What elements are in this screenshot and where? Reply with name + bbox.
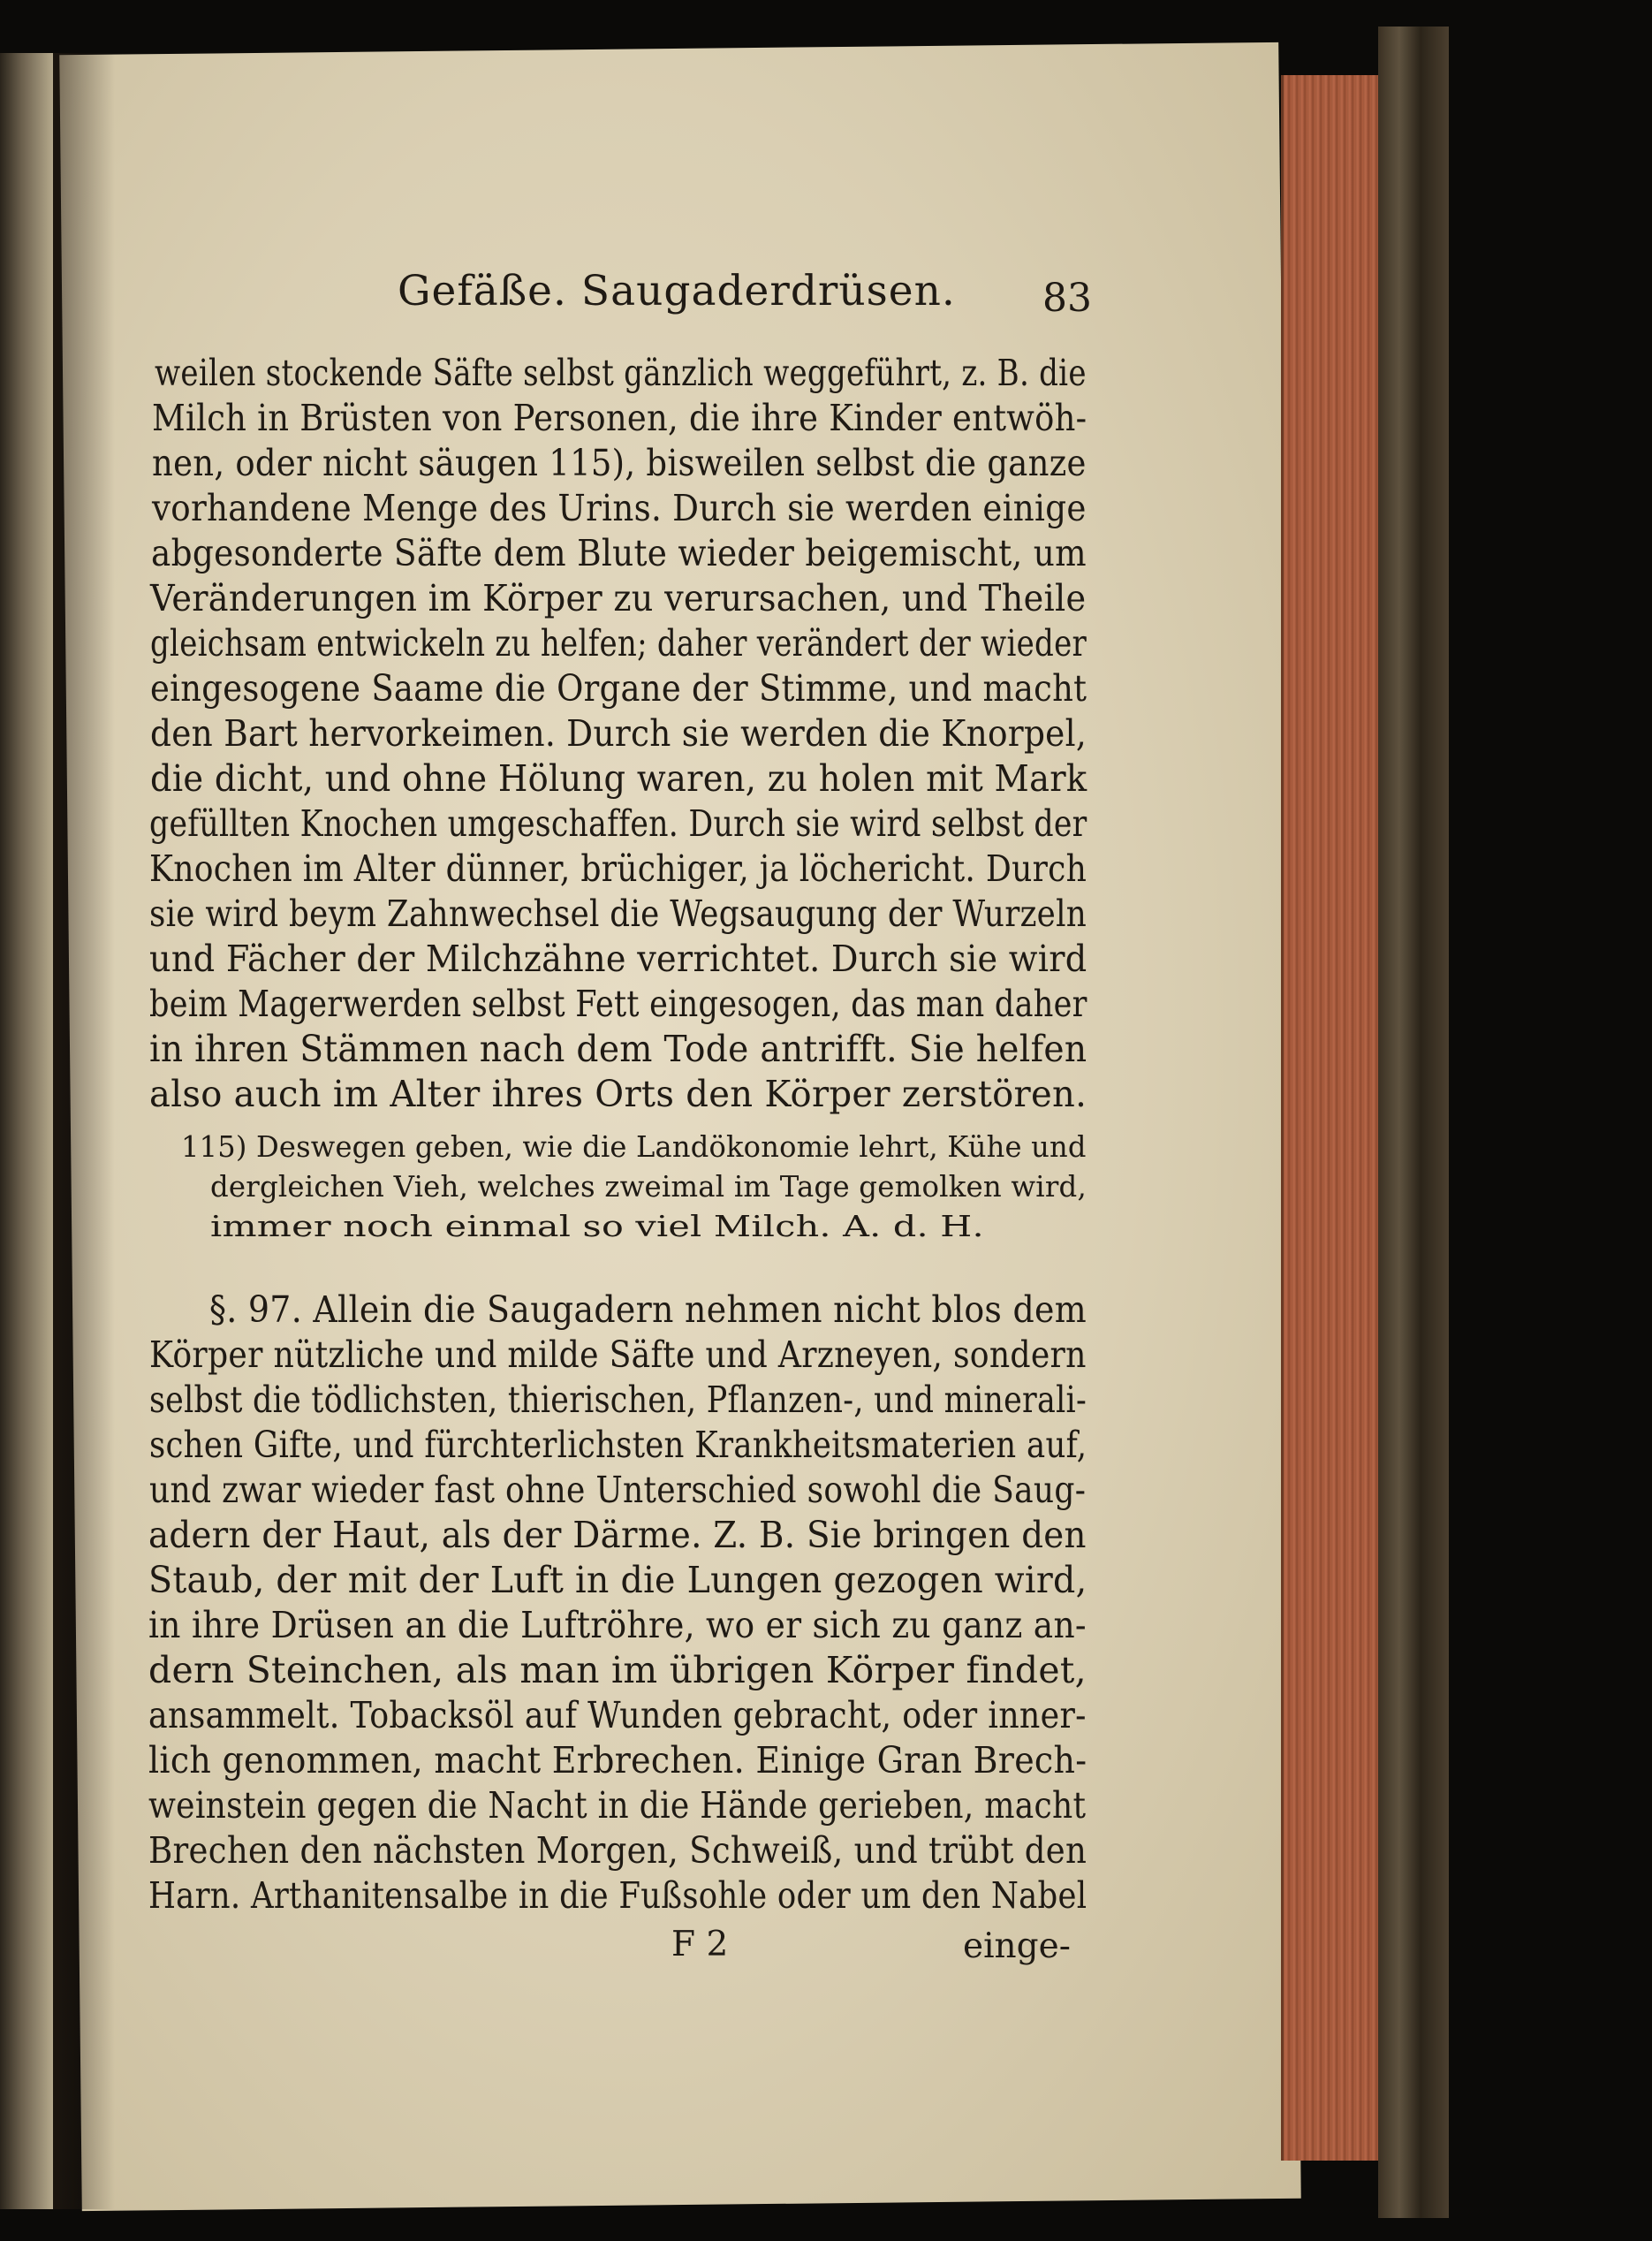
- book-cover-edge: [1378, 27, 1449, 2218]
- footnote-line: 115) Deswegen geben, wie die Landökonomie lehrt, Kühe und: [181, 1129, 1087, 1164]
- body-line: also auch im Alter ihres Orts den Körper zerstören.: [149, 1073, 1087, 1115]
- page-block-edges: [1281, 75, 1381, 2161]
- body-line: und Fächer der Milchzähne verrichtet. Durch sie wird: [149, 938, 1087, 980]
- page-number: 83: [1042, 276, 1092, 321]
- body-line: gleichsam entwickeln zu helfen; daher verändert der wieder: [150, 622, 1087, 665]
- body-line: die dicht, und ohne Hölung waren, zu holen mit Mark: [150, 757, 1087, 800]
- body-line: beim Magerwerden selbst Fett eingesogen, das man daher: [149, 983, 1087, 1025]
- body-line: lich genommen, macht Erbrechen. Einige Gran Brech-: [148, 1739, 1087, 1781]
- body-line: Harn. Arthanitensalbe in die Fußsohle oder um den Nabel: [148, 1874, 1087, 1917]
- signature-mark: F 2: [671, 1925, 729, 1964]
- footnote-line: dergleichen Vieh, welches zweimal im Tage gemolken wird,: [210, 1169, 1087, 1204]
- body-line: ansammelt. Tobacksöl auf Wunden gebracht, oder inner-: [148, 1694, 1087, 1736]
- gutter-shadow: [53, 53, 115, 2209]
- body-line: nen, oder nicht säugen 115), bisweilen selbst die ganze: [152, 442, 1087, 484]
- body-line: Knochen im Alter dünner, brüchiger, ja löchericht. Durch: [149, 847, 1087, 890]
- body-line: selbst die tödlichsten, thierischen, Pflanzen-, und minerali-: [149, 1379, 1087, 1421]
- body-line: abgesonderte Säfte dem Blute wieder beigemischt, um: [151, 532, 1087, 574]
- footnote-line: immer noch einmal so viel Milch. A. d. H.: [210, 1209, 984, 1243]
- running-header: Gefäße. Saugaderdrüsen.: [398, 267, 956, 315]
- catchword: einge-: [963, 1926, 1071, 1966]
- body-line: Veränderungen im Körper zu verursachen, und Theile: [150, 577, 1087, 619]
- left-page-edge: [0, 53, 53, 2209]
- body-line: dern Steinchen, als man im übrigen Körper findet,: [148, 1649, 1087, 1691]
- body-line: §. 97. Allein die Saugadern nehmen nicht blos dem: [209, 1288, 1087, 1331]
- body-line: Milch in Brüsten von Personen, die ihre Kinder entwöh-: [152, 397, 1087, 439]
- body-line: Brechen den nächsten Morgen, Schweiß, und trübt den: [148, 1829, 1087, 1872]
- body-line: in ihre Drüsen an die Luftröhre, wo er sich zu ganz an-: [148, 1604, 1087, 1646]
- body-line: Körper nützliche und milde Säfte und Arzneyen, sondern: [149, 1333, 1087, 1376]
- body-line: vorhandene Menge des Urins. Durch sie werden einige: [152, 487, 1087, 529]
- body-line: Staub, der mit der Luft in die Lungen gezogen wird,: [148, 1559, 1087, 1601]
- body-line: adern der Haut, als der Därme. Z. B. Sie bringen den: [148, 1514, 1087, 1556]
- body-line: gefüllten Knochen umgeschaffen. Durch sie wird selbst der: [149, 802, 1087, 845]
- body-line: in ihren Stämmen nach dem Tode antrifft. Sie helfen: [149, 1028, 1087, 1070]
- body-line: schen Gifte, und fürchterlichsten Krankheitsmaterien auf,: [149, 1424, 1087, 1466]
- body-line: und zwar wieder fast ohne Unterschied sowohl die Saug-: [149, 1469, 1087, 1511]
- body-line: weinstein gegen die Nacht in die Hände gerieben, macht: [148, 1784, 1087, 1827]
- body-line: eingesogene Saame die Organe der Stimme, und macht: [150, 667, 1087, 710]
- body-line: sie wird beym Zahnwechsel die Wegsaugung der Wurzeln: [149, 893, 1087, 935]
- body-line: den Bart hervorkeimen. Durch sie werden die Knorpel,: [150, 712, 1087, 755]
- body-line: weilen stockende Säfte selbst gänzlich weggeführt, z. B. die: [155, 352, 1087, 394]
